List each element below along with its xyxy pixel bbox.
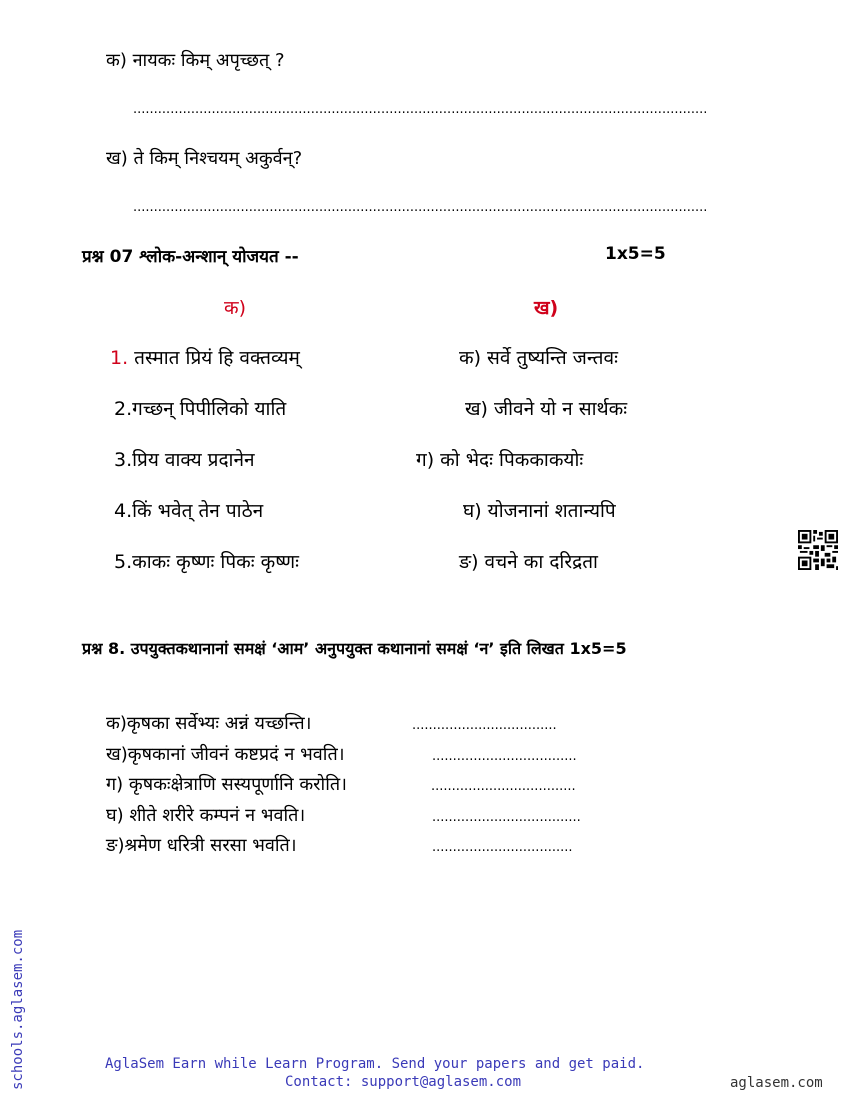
match-left-item bbox=[110, 344, 300, 370]
match-right-item: ख) जीवने यो न सार्थकः bbox=[465, 398, 628, 420]
statement-blank: ................................... bbox=[432, 749, 577, 764]
answer-line: ........................................................................................................................................... bbox=[133, 200, 708, 215]
answer-line: ........................................................................................................................................... bbox=[133, 102, 708, 117]
statement: ङ)श्रमेण धरित्री सरसा भवति। bbox=[106, 835, 297, 856]
statement: क)कृषका सर्वेभ्यः अन्नं यच्छन्ति। bbox=[106, 713, 312, 734]
statement-blank: .................................... bbox=[432, 810, 581, 825]
statement: ख)कृषकानां जीवनं कष्टप्रदं न भवति। bbox=[106, 744, 345, 765]
item-text: तस्मात प्रियं हि वक्तव्यम् bbox=[128, 347, 300, 369]
statement-blank: ................................... bbox=[431, 779, 576, 794]
qr-code-icon bbox=[798, 530, 838, 570]
question-kha: ख) ते किम् निश्चयम् अकुर्वन्? bbox=[106, 148, 303, 169]
side-watermark: schools.aglasem.com bbox=[10, 929, 26, 1090]
match-right-item: घ) योजनानां शतान्यपि bbox=[463, 500, 616, 522]
footer-site-link[interactable]: aglasem.com bbox=[730, 1075, 823, 1091]
match-left-item: 3.प्रिय वाक्य प्रदानेन bbox=[114, 449, 255, 471]
column-a-label: क) bbox=[224, 297, 247, 319]
match-left-item: 4.किं भवेत् तेन पाठेन bbox=[114, 500, 264, 522]
match-left-item: 2.गच्छन् पिपीलिको याति bbox=[114, 398, 287, 420]
match-left-item: 5.काकः कृष्णः पिकः कृष्णः bbox=[114, 551, 299, 573]
column-b-label: ख) bbox=[534, 297, 559, 319]
question-8-heading: प्रश्न 8. उपयुक्तकथानानां समक्षं ‘आम’ अनुपयुक्त कथानानां समक्षं ‘न’ इति लिखत 1x5=5 bbox=[82, 639, 627, 658]
statement: घ) शीते शरीरे कम्पनं न भवति। bbox=[106, 805, 306, 826]
question-7-heading: प्रश्न 07 श्लोक-अन्शान् योजयत -- bbox=[82, 247, 299, 267]
footer-promo: AglaSem Earn while Learn Program. Send your papers and get paid. bbox=[105, 1056, 645, 1072]
footer-contact[interactable]: Contact: support@aglasem.com bbox=[285, 1074, 522, 1090]
statement-blank: .................................. bbox=[432, 840, 573, 855]
item-number: 1. bbox=[110, 347, 129, 369]
statement: ग) कृषकःक्षेत्राणि सस्यपूर्णानि करोति। bbox=[106, 774, 347, 795]
question-ka: क) नायकः किम् अपृच्छत् ? bbox=[106, 50, 285, 71]
match-right-item: ङ) वचने का दरिद्रता bbox=[459, 551, 598, 573]
match-right-item: ग) को भेदः पिककाकयोः bbox=[416, 449, 584, 471]
match-right-item: क) सर्वे तुष्यन्ति जन्तवः bbox=[459, 347, 618, 369]
statement-blank: ................................... bbox=[412, 718, 557, 733]
question-7-marks: 1x5=5 bbox=[605, 244, 666, 264]
